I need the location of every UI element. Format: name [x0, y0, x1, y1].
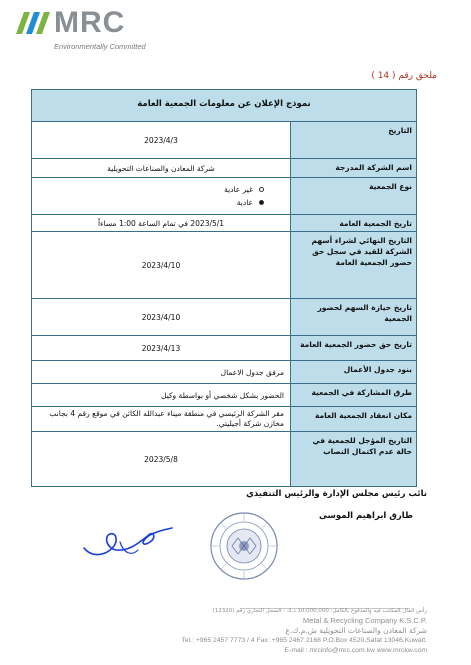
row-postponed-date — [32, 432, 416, 486]
row-value: 2023/5/1 في تمام الساعة 1:00 مساءاً — [97, 218, 225, 228]
row-label: التاريخ — [290, 122, 416, 158]
row-label: بنود جدول الأعمال — [290, 361, 416, 383]
row-participation — [32, 384, 416, 407]
row-agenda — [32, 361, 416, 384]
row-attendance-right-date — [32, 336, 416, 361]
option-ordinary: عادية — [237, 196, 264, 209]
company-stamp — [208, 508, 280, 584]
row-value: مرفق جدول الاعمال — [220, 367, 284, 377]
row-label: تاريخ الجمعية العامة — [290, 215, 416, 231]
row-label: طرق المشاركة في الجمعية — [290, 384, 416, 406]
footer-web: E-mail : mrcinfo@mrc.com.kw www.mrckw.com — [284, 647, 427, 654]
row-label: اسم الشركة المدرجة — [290, 159, 416, 177]
row-label: التاريخ المؤجل للجمعية في حالة عدم اكتمال النصاب — [290, 432, 416, 486]
row-value — [32, 178, 290, 214]
row-meeting-date — [32, 215, 416, 232]
row-value: 2023/4/10 — [141, 312, 181, 322]
handwritten-signature — [80, 524, 176, 560]
row-label: مكان انعقاد الجمعية العامة — [290, 407, 416, 431]
radio-filled-icon — [259, 200, 264, 205]
radio-empty-icon — [259, 187, 264, 192]
row-value: 2023/5/8 — [144, 454, 178, 464]
form-title: نموذج الإعلان عن معلومات الجمعية العامة — [32, 90, 416, 122]
company-logo — [14, 8, 164, 58]
footer-company-ar: شركة المعادن والصناعات التحويلية ش.م.ك.ع — [285, 626, 427, 635]
row-value: 2023/4/13 — [141, 343, 181, 353]
signatory-title: نائب رئيس مجلس الإدارة والرئيس التنفيذي — [246, 489, 427, 499]
row-date — [32, 122, 416, 159]
row-value: 2023/4/10 — [141, 260, 181, 270]
signatory-name: طارق ابراهيم الموسى — [318, 511, 413, 521]
row-value: مقر الشركة الرئيسي في منطقة ميناء عبدالله الكائن في موقع رقم 4 بجانب مخازن شركة أجيليتي. — [49, 409, 284, 428]
row-label: نوع الجمعية — [290, 178, 416, 214]
logo-tagline: Environmentally Committed — [54, 42, 146, 51]
row-last-buy-date — [32, 232, 416, 299]
announcement-form — [31, 89, 417, 487]
row-label: التاريخ النهائي لشراء أسهم الشركة للقيد في سجل حق حضور الجمعية العامة — [290, 232, 416, 298]
logo-wordmark: MRC — [54, 6, 126, 39]
footer-contact: Tel.: +965 2457 7773 / 4 Fax: +965 2467 2168 P.O.Box 4520,Safat 13046,Kuwait. — [181, 637, 427, 644]
row-value: الحضور بشكل شخصي أو بواسطة وكيل — [161, 390, 284, 400]
row-meeting-type — [32, 178, 416, 215]
row-venue — [32, 407, 416, 432]
footer — [181, 606, 427, 656]
annex-label: ملحق رقم ( 14 ) — [371, 71, 437, 81]
row-value: شركة المعادن والصناعات التحويلية — [107, 163, 215, 173]
option-extraordinary: غير عادية — [224, 183, 264, 196]
row-company — [32, 159, 416, 178]
footer-company-en: Metal & Recycling Company K.S.C.P. — [302, 616, 427, 625]
row-value: 2023/4/3 — [144, 135, 178, 145]
logo-mark-icon — [14, 10, 54, 36]
row-label: تاريخ حق حضور الجمعية العامة — [290, 336, 416, 360]
footer-capital: رأس المال المكتتب فيه والمدفوع بالكامل: 10,000,000 د.ك - السجل التجاري رقم (12320) — [212, 608, 427, 614]
row-label: تاريخ حيازة السهم لحضور الجمعية — [290, 299, 416, 335]
row-holding-date — [32, 299, 416, 336]
